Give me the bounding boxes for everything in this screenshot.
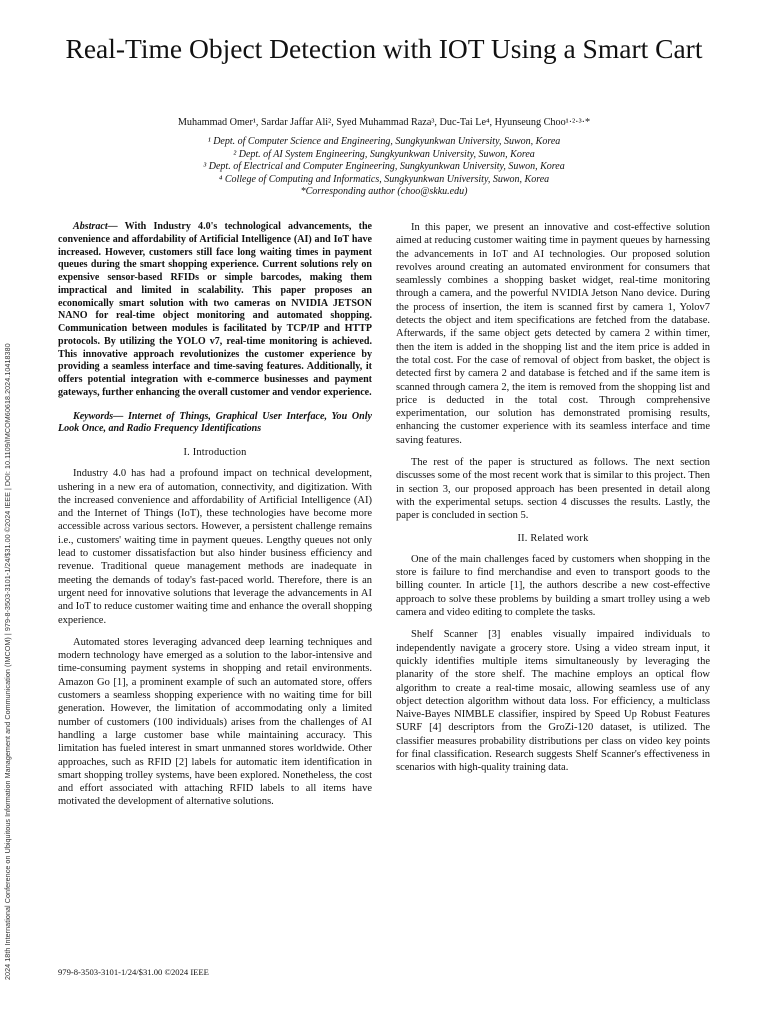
corresponding-author: *Corresponding author (choo@skku.edu) [300, 186, 468, 198]
paper-title: Real-Time Object Detection with IOT Using a Smart Cart [65, 33, 703, 64]
affiliation-2: ² Dept. of AI System Engineering, Sungkyunkwan University, Suwon, Korea [233, 148, 535, 160]
conference-side-note: 2024 18th International Conference on Ubiquitous Information Management and Communication (IMCOM) | 979-8-3503-3101-1/24/$31.00 ©2024 IEEE | DOI: 10.1109/IMCOM60618.2024.10418380 [3, 343, 12, 980]
affiliation-4: ⁴ College of Computing and Informatics, Sungkyunkwan University, Suwon, Korea [218, 173, 550, 185]
left-column [58, 221, 372, 818]
section-heading-related-work: II. Related work [517, 532, 589, 544]
abstract-label: Abstract— [73, 221, 118, 232]
keywords-text: Internet of Things, Graphical User Interface, You Only Look Once, and Radio Frequency Identifications [58, 410, 372, 435]
affiliation-1: ¹ Dept. of Computer Science and Engineering, Sungkyunkwan University, Suwon, Korea [207, 136, 561, 147]
affiliations [60, 136, 708, 199]
affiliation-3: ³ Dept. of Electrical and Computer Engineering, Sungkyunkwan University, Suwon, Korea [203, 161, 565, 173]
abstract-text: With Industry 4.0's technological advancements, the convenience and affordability of Artificial Intelligence (AI) and IoT have increased. However, customers still face long waiting times in payment queues during the smart shopping experience. Current solutions rely on expensive sensor-based RFIDs or simple barcodes, making them impractical and limited in scalability. This paper proposes an economically smart solution with two cameras on NVIDIA JETSON NANO for real-time object monitoring and automated shopping. Communication between modules is facilitated by TCP/IP and HTTP protocols. By utilizing the YOLO v7, real-time monitoring is achieved. This innovative approach revolutionizes the customer experience by providing a seamless interface and time-saving features. Additionally, it offers potential integration with e-commerce businesses and payment gateways, further enhancing the overall customer and vendor experience. [58, 221, 372, 398]
intro-paragraph-4: The rest of the paper is structured as follows. The next section discusses some of the most recent work that is similar to this project. Then in section 3, our proposed approach has been presented in detail along with the experimental setups. section 4 discusses the results. Lastly, the paper is concluded in section 5. [396, 457, 710, 522]
right-column [396, 221, 710, 784]
author-list: Muhammad Omer¹, Sardar Jaffar Ali², Syed Muhammad Raza³, Duc-Tai Le⁴, Hyunseung Choo¹·²·³·* [177, 117, 591, 128]
abstract [58, 221, 372, 400]
related-paragraph-2: Shelf Scanner [3] enables visually impaired individuals to independently navigate a grocery store. Using a video stream input, it quickly identifies multiple items simultaneously by leveraging the planarity of the store shelf. The machine employs an optical flow algorithm to create a real-time mosaic, allowing seamless use of any object detection algorithm without data loss. For efficiency, a multiclass Naive-Bayes NIMBLE classifier, inspired by Speed Up Robust Features SURF [4] descriptors from the GroZi-120 dataset, is utilized. The classifier measures probability distributions per class on video key points for final classification. Research suggests Shelf Scanner's effectiveness in scenarios with high-quality training data. [396, 629, 710, 774]
intro-paragraph-3: In this paper, we present an innovative and cost-effective solution aimed at reducing customer waiting time in payment queues by harnessing the advancements in IoT and AI technologies. Our proposed solution revolves around creating an automated environment for consumers that seamlessly combines a shopping basket widget, real-time monitoring through a camera, and the powerful NVIDIA Jetson Nano device. During the process of insertion, the item is scanned first by camera 1, Yolov7 detects the object and item specifications are fetched from the database. Afterwards, if the same object gets detected by camera 2 within timer, then the item is added in the shopping list and the item price is added in the total cost. For the case of removal of object from basket, the object is detected first by camera 2 and database is fetched and if the same item is scanned through camera 2, the item is removed from the shopping list and price is deducted in the total cost. Through comprehensive experimentation, our solution has demonstrated promising results, enhancing the customer experience with its seamless interface and time saving features. [396, 222, 710, 446]
keywords-label: Keywords— [73, 410, 124, 422]
keywords [58, 411, 372, 437]
intro-paragraph-2: Automated stores leveraging advanced deep learning techniques and modern technology have emerged as a solution to the labor-intensive and time-consuming payment systems in shopping and retail environments. Amazon Go [1], a prominent example of such an automated store, offers customers a seamless shopping experience with no waiting time for bill generation. However, the limitation of accommodating only a limited number of customers (100 individuals) arises from the challenges of AI handling a large customer base while maintaining accuracy. This limitation has fueled interest in smart unmanned stores worldwide. Other approaches, such as RFID [2] labels for automatic item identification in smart shopping trolley systems, have been explored. Nonetheless, the cost and effort associated with attaching RFID labels to all items have motivated the development of alternative solutions. [58, 636, 372, 808]
copyright-footer: 979-8-3503-3101-1/24/$31.00 ©2024 IEEE [58, 967, 209, 977]
related-paragraph-1: One of the main challenges faced by customers when shopping in the store is failure to find merchandise and even to transport goods to the billing counter. In article [1], the authors describe a new cost-effective approach to solve these problems by building a smart trolley using a web camera and video editing to complete the tasks. [396, 553, 710, 619]
section-heading-introduction: I. Introduction [183, 447, 247, 458]
intro-paragraph-1: Industry 4.0 has had a profound impact on technical development, ushering in a new era of automation, connectivity, and digitization. With the increased convenience and affordability of Artificial Intelligence (AI) and the Internet of Things (IoT), these technologies have become more accessible across various sectors. However, a persistent challenge remains i.e., customers' waiting time in payment queues. Lengthy queues not only lead to customer dissatisfaction but also hinder business efficiency and revenue. Traditional queue management methods are inadequate in meeting the demands of today's fast-paced world. Therefore, there is an urgent need for innovative solutions that leverage the advancements in AI and IoT to reduce customer waiting time and enhance the overall shopping experience. [58, 468, 372, 626]
